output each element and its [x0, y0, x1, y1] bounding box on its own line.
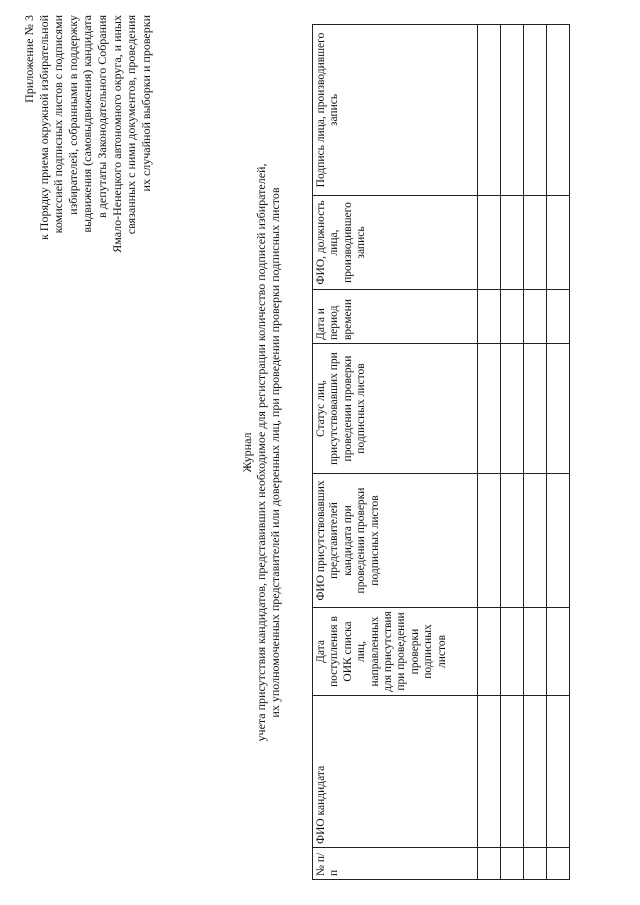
table-cell[interactable] — [501, 196, 524, 290]
table-cell[interactable] — [501, 344, 524, 474]
table-cell[interactable] — [478, 608, 501, 696]
col-header-attendee-status: Статус лиц, присутствовавших при проведении проверки подписных листов — [313, 344, 478, 474]
appendix-line: избирателей, собранными в поддержку — [65, 15, 80, 215]
table-cell[interactable] — [524, 344, 547, 474]
col-header-candidate-name: ФИО кандидата — [313, 696, 478, 848]
table-row — [501, 25, 524, 880]
table-cell[interactable] — [547, 608, 570, 696]
table-cell[interactable] — [478, 848, 501, 880]
table-cell[interactable] — [547, 290, 570, 344]
table-cell[interactable] — [501, 608, 524, 696]
table-cell[interactable] — [478, 25, 501, 196]
journal-title — [240, 20, 282, 885]
journal-subtitle-line2: их уполномоченных представителей или доверенных лиц, при проведении проверки подписных листов — [268, 187, 282, 718]
table-cell[interactable] — [478, 290, 501, 344]
appendix-note — [22, 15, 153, 285]
table-cell[interactable] — [478, 474, 501, 608]
table-cell[interactable] — [478, 344, 501, 474]
table-cell[interactable] — [524, 696, 547, 848]
table-cell[interactable] — [501, 474, 524, 608]
table-cell[interactable] — [501, 696, 524, 848]
table-row — [524, 25, 547, 880]
table-cell[interactable] — [547, 196, 570, 290]
table-cell[interactable] — [478, 196, 501, 290]
col-header-date-time: Дата и период времени — [313, 290, 478, 344]
table-cell[interactable] — [524, 608, 547, 696]
table-cell[interactable] — [547, 696, 570, 848]
col-header-recorder-signature: Подпись лица, производившего запись — [313, 25, 478, 196]
table-row — [478, 25, 501, 880]
appendix-line: Приложение № 3 — [22, 15, 36, 103]
table-cell[interactable] — [547, 344, 570, 474]
appendix-line: Ямало-Ненецкого автономного округа, и иных — [109, 15, 124, 253]
table-cell[interactable] — [478, 696, 501, 848]
col-header-recorder-name: ФИО, должность лица, производившего запись — [313, 196, 478, 290]
table-cell[interactable] — [524, 25, 547, 196]
appendix-line: связанных с ними документов, проведения — [124, 15, 139, 235]
table-cell[interactable] — [501, 25, 524, 196]
table-cell[interactable] — [524, 848, 547, 880]
table-header-row — [313, 25, 478, 880]
appendix-line: комиссией подписных листов с подписями — [51, 15, 66, 234]
table-cell[interactable] — [501, 848, 524, 880]
table-cell[interactable] — [524, 474, 547, 608]
table-cell[interactable] — [547, 474, 570, 608]
table-cell[interactable] — [501, 290, 524, 344]
journal-heading: Журнал — [240, 432, 254, 473]
table-cell[interactable] — [524, 196, 547, 290]
appendix-line: к Порядку приема окружной избирательной — [36, 15, 51, 241]
table-cell[interactable] — [524, 290, 547, 344]
appendix-line: выдвижения (самовыдвижения) кандидата — [80, 15, 95, 233]
table-cell[interactable] — [547, 848, 570, 880]
table-cell[interactable] — [547, 25, 570, 196]
appendix-line: их случайной выборки и проверки — [138, 15, 153, 192]
table-row — [547, 25, 570, 880]
col-header-representatives-name: ФИО присутствовавших представителей кандидата при проведении проверки подписных листов — [313, 474, 478, 608]
col-header-number: № п/п — [313, 848, 478, 880]
appendix-line: в депутаты Законодательного Собрания — [94, 15, 109, 218]
journal-table — [312, 24, 570, 880]
journal-subtitle-line1: учета присутствия кандидатов, представивших необходимое для регистрации количество подписей избирателей, — [254, 163, 268, 742]
col-header-list-received-date: Дата поступления в ОИК списка лиц, направленных для присутствия при проведении проверки подписных листов — [313, 608, 478, 696]
